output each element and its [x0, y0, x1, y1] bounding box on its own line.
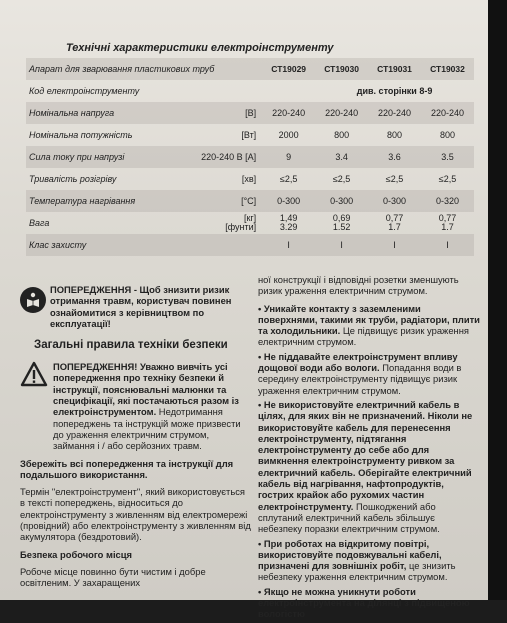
row-unit: [Вт]: [241, 130, 257, 140]
list-item: • Не піддавайте електроінструмент впливу дощової води або вологи. Попадання води в середину електроінструменту підвищує ризик ураження електричним струмом.: [258, 350, 462, 396]
manual-warning: [20, 284, 252, 329]
table-cell: 1.7: [441, 222, 454, 232]
table-row-weight: [26, 212, 474, 234]
row-label: Температура нагрівання: [26, 190, 198, 212]
continued-text: ної конструкції і відповідні розетки зменшують ризик ураження електричним струмом.: [258, 274, 459, 297]
list-item: • Уникайте контакту з заземленими поверхнями, такими як труби, радіатори, плити та холодильники. Це підвищує ризик ураження електричним струмом.: [258, 302, 480, 348]
table-cell: 1.52: [332, 222, 351, 232]
row-label: Код електроінструменту: [29, 86, 140, 96]
workplace-text: Робоче місце повинно бути чистим і добре освітленим. У захаращених: [20, 565, 206, 588]
table-header-row: [26, 58, 474, 80]
table-cell: 0,77: [438, 213, 457, 223]
table-row: [26, 80, 474, 102]
header-label: Апарат для зварювання пластикових труб: [26, 58, 262, 80]
table-cell: 0-300: [315, 190, 368, 212]
row-unit: [°С]: [198, 190, 262, 212]
model-header: СТ19029: [262, 58, 315, 80]
right-column: [258, 274, 480, 623]
table-cell: 2000: [278, 130, 299, 140]
table-cell: 220-240: [421, 102, 474, 124]
table-cell: ≤2,5: [385, 174, 404, 184]
table-cell: I: [315, 234, 368, 256]
table-cell: 800: [387, 130, 403, 140]
unit-kg: [кг]: [243, 213, 257, 223]
table-cell: I: [421, 234, 474, 256]
table-cell: 0,69: [332, 213, 351, 223]
model-header: СТ19031: [368, 58, 421, 80]
table-row: [26, 124, 474, 146]
row-unit: [хв]: [241, 174, 257, 184]
list-item: • При роботах на відкритому повітрі, використовуйте подовжувальні кабелі, призначені для зовнішніх робіт, це знизить небезпеку ураження електричним струмом.: [258, 537, 456, 583]
table-cell: 1.7: [388, 222, 401, 232]
row-unit: 220-240 В [А]: [198, 146, 262, 168]
general-warning-text: [53, 361, 252, 451]
table-cell: 9: [262, 146, 315, 168]
table-cell: 800: [439, 130, 456, 140]
table-row: [26, 146, 474, 168]
table-row: [26, 168, 474, 190]
table-cell: ≤2,5: [438, 174, 457, 184]
table-cell: 220-240: [368, 102, 421, 124]
table-cell: 0-300: [368, 190, 421, 212]
row-label: Номінальна напруга: [26, 102, 198, 124]
general-rules-title: Загальні правила техніки безпеки: [34, 339, 228, 352]
section-title: Технічні характеристики електроінструменту: [66, 42, 334, 54]
warning-bold: ПОПЕРЕДЖЕННЯ! Уважно вивчіть усі попередження про техніку безпеки й інструкції, пояснювальні малюнки та специфікації, які постачаються разом із електроінструментом.: [53, 361, 239, 418]
row-label: Номінальна потужність: [29, 130, 133, 140]
row-label: Сила току при напрузі: [26, 146, 198, 168]
warning-triangle-icon: [20, 361, 48, 387]
background-edge: [488, 0, 507, 600]
row-note: див. сторінки 8-9: [356, 86, 433, 96]
table-row: [26, 102, 474, 124]
left-column: [20, 284, 252, 594]
table-cell: 220-240: [262, 102, 315, 124]
table-row: [26, 190, 474, 212]
table-cell: 0,77: [385, 213, 404, 223]
table-cell: 0-320: [421, 190, 474, 212]
table-cell: I: [262, 234, 315, 256]
general-warning: [20, 361, 252, 457]
unit-lb: [фунти]: [225, 222, 257, 232]
table-cell: 800: [334, 130, 350, 140]
table-cell: 3.6: [368, 146, 421, 168]
table-cell: 1,49: [279, 213, 298, 223]
table-cell: ≤2,5: [279, 174, 298, 184]
specifications-table: [26, 58, 474, 256]
row-unit: [В]: [198, 102, 262, 124]
table-cell: 3.5: [421, 146, 474, 168]
workplace-safety-title: Безпека робочого місця: [20, 548, 133, 560]
table-cell: 0-300: [262, 190, 315, 212]
table-cell: 220-240: [315, 102, 368, 124]
table-cell: ≤2,5: [332, 174, 351, 184]
list-item: • Не використовуйте електричний кабель в цілях, для яких він не призначений. Ніколи не використовуйте кабель для перенесення електроінструменту, підтягання електроінструменту до себе або для вимкнення електроінструменту ривком за електричний кабель. Оберігайте електричний кабель від нагрівання, нафтопродуктів, гострих крайок або рухомих частин електроінструменту. Пошкоджений або сплутаний електричний кабель збільшує небезпеку поразки електричним струмом.: [258, 398, 473, 535]
keep-instructions: Збережіть всі попередження та інструкції для подальшого використання.: [20, 457, 234, 480]
manual-warning-text: ПОПЕРЕДЖЕННЯ - Щоб знизити ризик отримання травм, користувач повинен ознайомитися з керівництвом по експлуатації!: [50, 284, 232, 329]
table-cell: 3.4: [315, 146, 368, 168]
read-manual-icon: [20, 287, 46, 313]
warning-rest: Недотримання попереджень та інструкцій може призвести до ураження електричним струмом, займання і / або серйозних травм.: [53, 406, 241, 452]
list-item: • Якщо не можна уникнути роботи електроінструмента на ділянці з підвищеною вологістю: [258, 585, 470, 620]
table-row: [26, 234, 474, 256]
row-label: Вага: [29, 218, 50, 228]
model-header: СТ19032: [421, 58, 474, 80]
table-cell: 3.29: [279, 222, 298, 232]
row-label: Тривалість розігріву: [29, 174, 117, 184]
model-header: СТ19030: [315, 58, 368, 80]
row-label: Клас захисту: [26, 234, 262, 256]
table-cell: I: [368, 234, 421, 256]
term-definition: Термін "електроінструмент", який використовується в тексті попереджень, відноситься до електроінструменту з живленням від електромережі (провідний) або електроінструменту з живленням від акумулятора (бездротовий).: [20, 486, 251, 543]
